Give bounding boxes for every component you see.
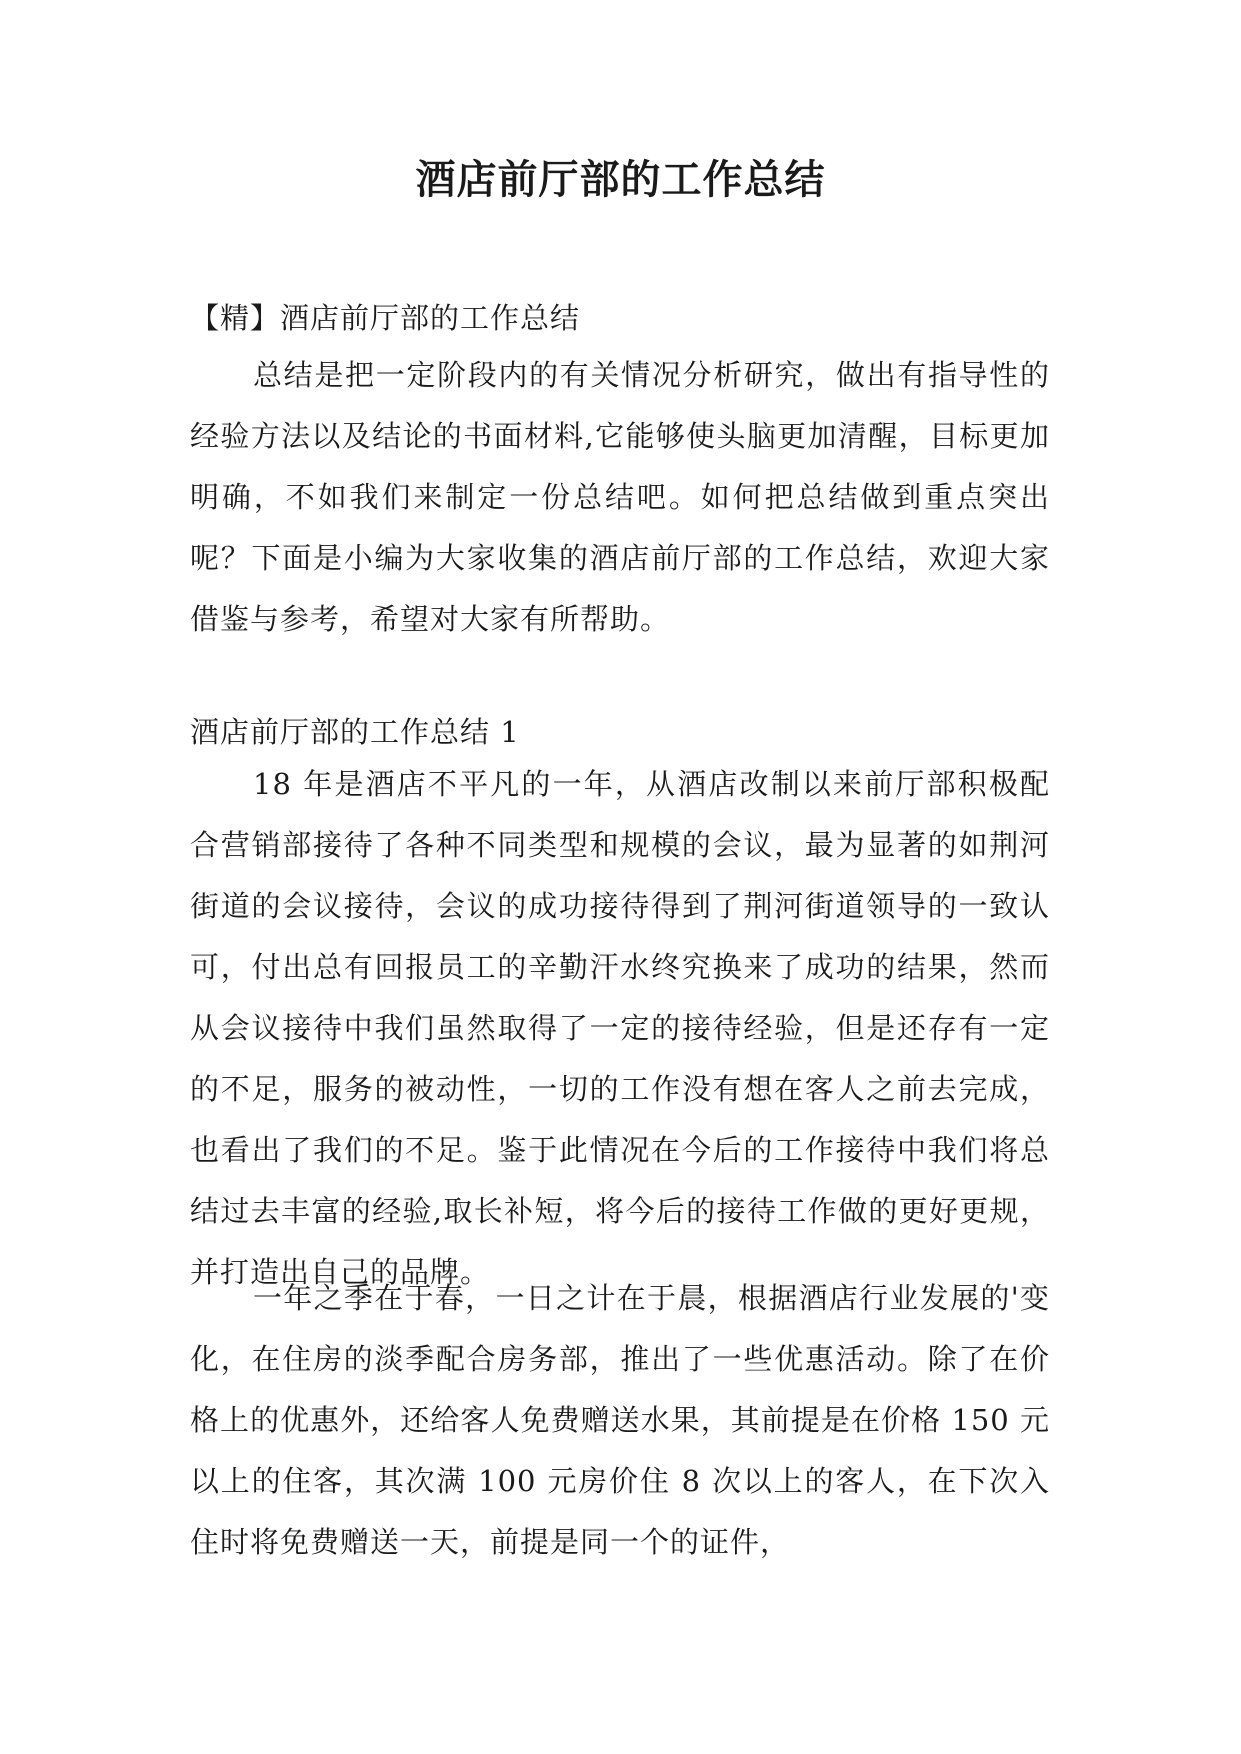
body-paragraph-1: 18 年是酒店不平凡的一年，从酒店改制以来前厅部积极配合营销部接待了各种不同类型和规模的会议，最为显著的如荆河街道的会议接待，会议的成功接待得到了荆河街道领导的一致认可，付出总有回报员工的辛勤汗水终究换来了成功的结果，然而从会议接待中我们虽然取得了一定的接待经验，但是还存有一定的不足，服务的被动性，一切的工作没有想在客人之前去完成，也看出了我们的不足。鉴于此情况在今后的工作接待中我们将总结过去丰富的经验,取长补短，将今后的接待工作做的更好更规，并打造出自己的品牌。: [190, 767, 1050, 1289]
intro-paragraph: 总结是把一定阶段内的有关情况分析研究，做出有指导性的经验方法以及结论的书面材料,它能够使头脑更加清醒，目标更加明确，不如我们来制定一份总结吧。如何把总结做到重点突出呢？下面是小编为大家收集的酒店前厅部的工作总结，欢迎大家借鉴与参考，希望对大家有所帮助。: [190, 358, 1050, 636]
document-title: 酒店前厅部的工作总结: [415, 156, 826, 203]
section-heading: 酒店前厅部的工作总结 1: [190, 715, 520, 749]
body-paragraph-2: 一年之季在于春，一日之计在于晨，根据酒店行业发展的'变化，在住房的淡季配合房务部，推出了一些优惠活动。除了在价格上的优惠外，还给客人免费赠送水果，其前提是在价格 150 元以上的住客，其次满 100 元房价住 8 次以上的客人，在下次入住时将免费赠送一天，前提是同一个的证件，: [190, 1281, 1050, 1559]
document-subtitle: 【精】酒店前厅部的工作总结: [190, 301, 581, 335]
